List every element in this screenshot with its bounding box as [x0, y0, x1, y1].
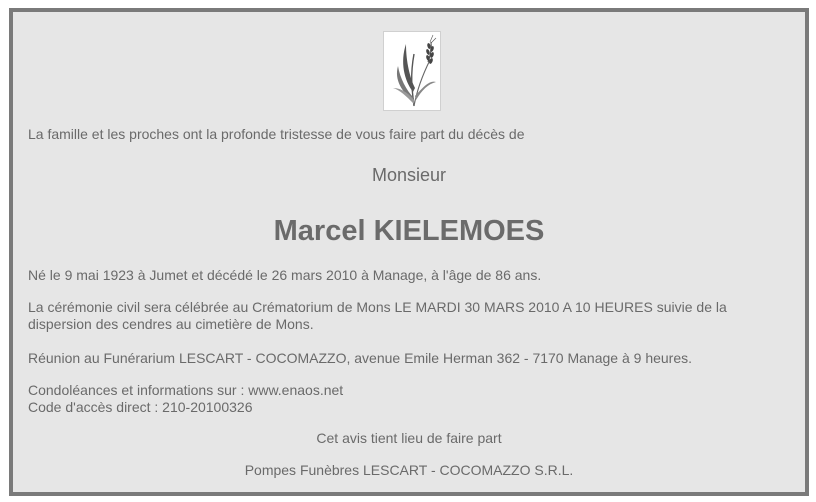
birth-death-text: Né le 9 mai 1923 à Jumet et décédé le 26 mars 2010 à Manage, à l'âge de 86 ans. [28, 267, 542, 283]
condolences-text: Condoléances et informations sur : www.enaos.net [28, 382, 344, 398]
funeral-home-text: Pompes Funèbres LESCART - COCOMAZZO S.R.L. [244, 462, 574, 478]
wheat-stalk-icon [383, 31, 441, 111]
honorific-title: Monsieur [371, 165, 447, 185]
reunion-text: Réunion au Funérarium LESCART - COCOMAZZO, avenue Emile Herman 362 - 7170 Manage à 9 heures. [28, 350, 693, 366]
notice-text: Cet avis tient lieu de faire part [316, 430, 502, 446]
access-code-text: Code d'accès direct : 210-20100326 [28, 399, 253, 415]
death-notice-card [9, 8, 809, 496]
intro-text: La famille et les proches ont la profonde tristesse de vous faire part du décès de [28, 126, 525, 142]
deceased-name: Marcel KIELEMOES [273, 215, 545, 247]
ceremony-text: La cérémonie civil sera célébrée au Crématorium de Mons LE MARDI 30 MARS 2010 A 10 HEURES suivie de la dispersion des cendres au cimetière de Mons. [28, 299, 727, 332]
